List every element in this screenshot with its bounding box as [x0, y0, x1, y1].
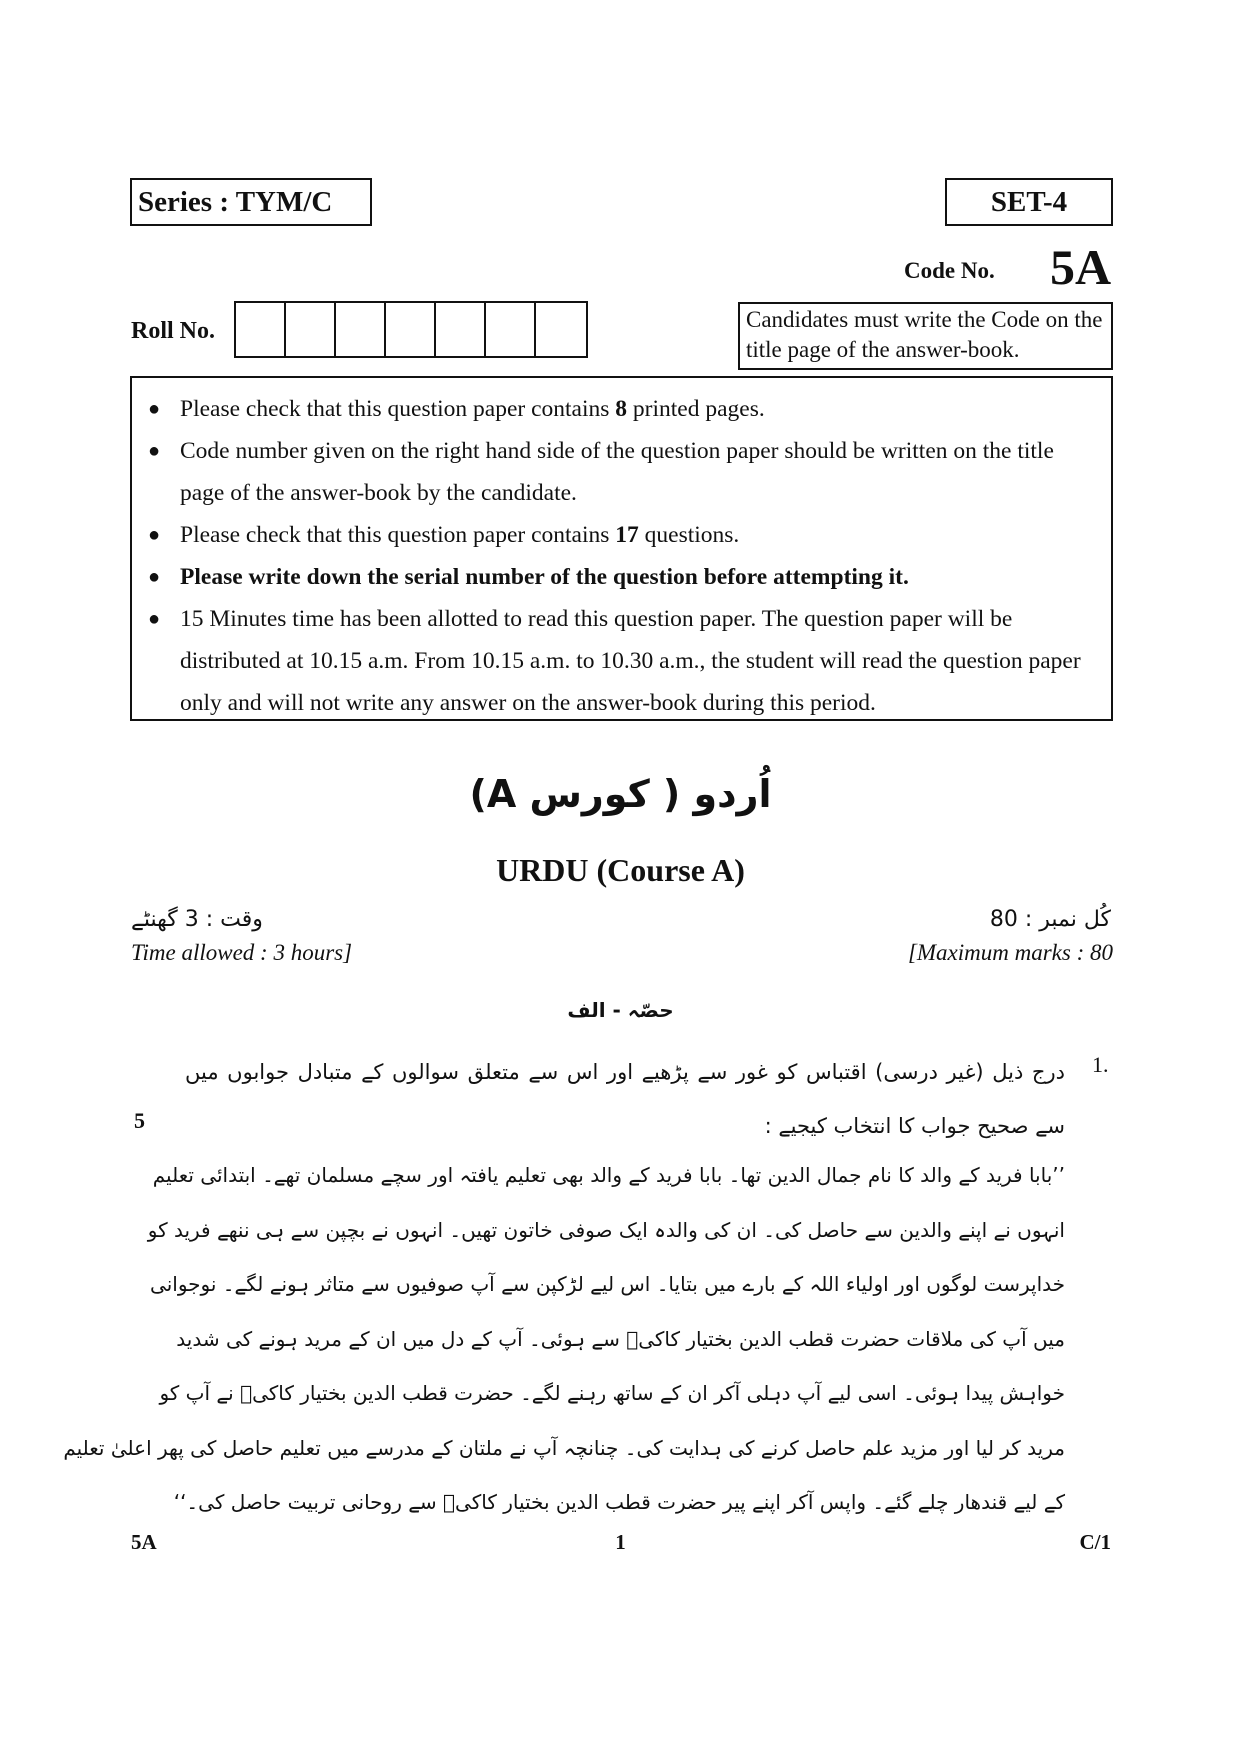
- english-title: URDU (Course A): [496, 852, 745, 888]
- question-marks: 5: [134, 1108, 145, 1133]
- series-box: [130, 178, 372, 226]
- roll-label: Roll No.: [131, 318, 215, 344]
- instruction-item: ● Please write down the serial number of the question before attempting it.: [148, 556, 1097, 598]
- instructions-box: [130, 376, 1113, 721]
- footer-code: 5A: [131, 1530, 157, 1554]
- urdu-title: اُردو ( کورس A): [469, 772, 772, 816]
- question-number: 1.: [1092, 1052, 1109, 1077]
- candidate-note: Candidates must write the Code on the title page of the answer-book.: [738, 302, 1113, 370]
- roll-cell: [486, 303, 536, 356]
- roll-cell: [236, 303, 286, 356]
- section-heading: حصّہ - الف: [567, 998, 674, 1022]
- roll-cell: [386, 303, 436, 356]
- roll-number-boxes: [234, 301, 588, 358]
- set-label: SET-4: [990, 185, 1068, 218]
- passage-line: خواہش پیدا ہوئی۔ اسی لیے آپ دہلی آکر ان کے ساتھ رہنے لگے۔ حضرت قطب الدین بختیار کاکیؒ نے آپ کو: [159, 1381, 1065, 1405]
- passage-line: میں آپ کی ملاقات حضرت قطب الدین بختیار کاکیؒ سے ہوئی۔ آپ کے دل میں ان کے مرید ہونے کی شدید: [176, 1326, 1065, 1351]
- passage-line: مرید کر لیا اور مزید علم حاصل کرنے کی ہدایت کی۔ چنانچہ آپ نے ملتان کے مدرسے میں تعلیم حاصل کی پھر اعلیٰ تعلیم: [63, 1435, 1065, 1460]
- passage-line: خداپرست لوگوں اور اولیاء اللہ کے بارے میں بتایا۔ اس لیے لڑکپن سے آپ صوفیوں سے متاثر ہونے لگے۔ نوجوانی: [150, 1272, 1065, 1296]
- instruction-item: ● Code number given on the right hand side of the question paper should be written on the title page of the answer-book by the candidate.: [148, 430, 1097, 514]
- maximum-marks: [Maximum marks : 80: [907, 940, 1113, 965]
- instruction-item: ● 15 Minutes time has been allotted to read this question paper. The question paper will be distributed at 10.15 a.m. From 10.15 a.m. to 10.30 a.m., the student will read the question paper only and will not write any answer on the answer-book during this period.: [148, 598, 1097, 724]
- instruction-item: ● Please check that this question paper contains 17 questions.: [148, 514, 1097, 556]
- roll-cell: [536, 303, 586, 356]
- series-label: Series : TYM/C: [138, 185, 333, 218]
- roll-cell: [336, 303, 386, 356]
- passage-line: انہوں نے اپنے والدین سے حاصل کی۔ ان کی والدہ ایک صوفی خاتون تھیں۔ انہوں نے بچپن سے ہی ننھے فرید کو: [147, 1217, 1065, 1242]
- passage-line: ’’بابا فرید کے والد کا نام جمال الدین تھا۔ بابا فرید کے والد بھی تعلیم یافتہ اور سچے مسلمان تھے۔ ابتدائی تعلیم: [152, 1163, 1065, 1187]
- passage: [63, 1148, 1065, 1530]
- page-number: 1: [615, 1530, 626, 1554]
- instruction-item: ● Please check that this question paper contains 8 printed pages.: [148, 388, 1097, 430]
- time-urdu: وقت : 3 گھنٹے: [131, 907, 263, 932]
- roll-cell: [286, 303, 336, 356]
- roll-cell: [436, 303, 486, 356]
- code-label: Code No.: [904, 258, 995, 283]
- passage-line: کے لیے قندھار چلے گئے۔ واپس آکر اپنے پیر حضرت قطب الدین بختیار کاکیؒ سے روحانی تربیت حاصل کی۔‘‘: [173, 1490, 1065, 1514]
- footer-set: C/1: [1079, 1530, 1111, 1554]
- instructions-list: [148, 388, 1097, 724]
- set-box: [945, 178, 1113, 226]
- code-value: 5A: [1050, 239, 1112, 295]
- marks-urdu: کُل نمبر : 80: [989, 907, 1111, 932]
- question-text: درج ذیل (غیر درسی) اقتباس کو غور سے پڑھیے اور اس سے متعلق سوالوں کے متبادل جوابوں میں سے صحیح جواب کا انتخاب کیجیے :: [185, 1060, 1065, 1138]
- time-allowed: Time allowed : 3 hours]: [131, 940, 353, 965]
